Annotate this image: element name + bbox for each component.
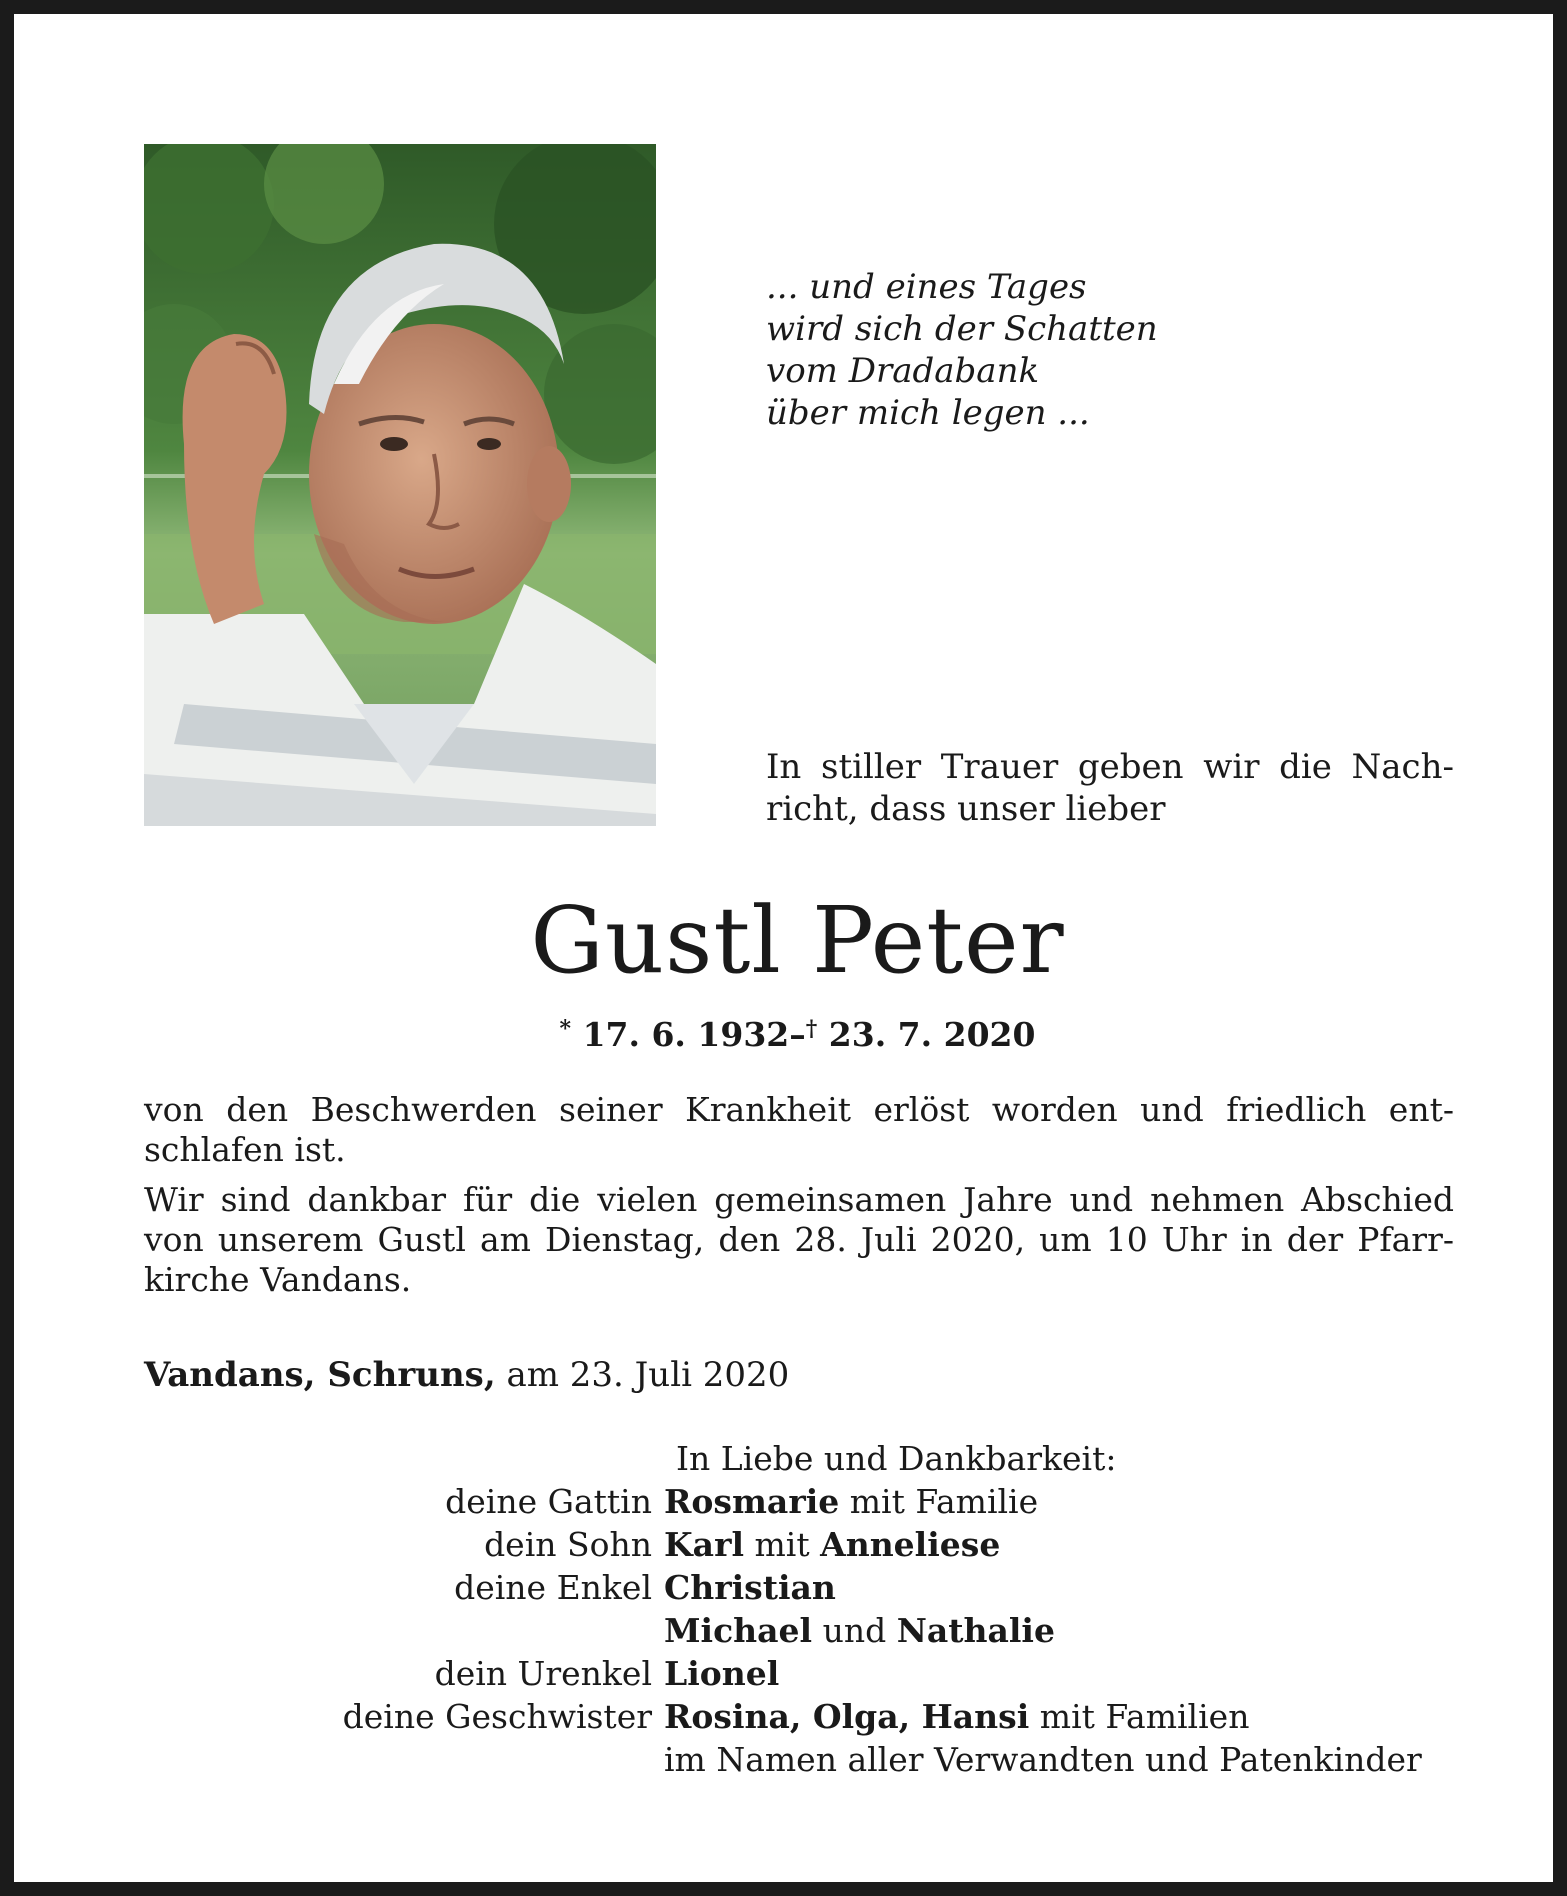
member-name: Michael	[664, 1611, 813, 1650]
body-line: kirche Vandans.	[144, 1260, 412, 1299]
member-name: Karl	[664, 1525, 744, 1564]
relation-label: deine Gattin	[445, 1482, 652, 1521]
member-name: Christian	[664, 1568, 836, 1607]
poem-line: vom Dradabank	[766, 351, 1040, 391]
member-name: Rosina, Olga, Hansi	[664, 1697, 1030, 1736]
place-towns: Vandans, Schruns,	[144, 1355, 496, 1395]
portrait-photo	[144, 144, 656, 826]
family-row	[144, 1738, 1454, 1781]
body-line: von unserem Gustl am Dienstag, den 28. Juli 2020, um 10 Uhr in der Pfarr-	[144, 1220, 1454, 1259]
family-row	[144, 1609, 1454, 1652]
family-row	[144, 1480, 1454, 1523]
family-list	[144, 1437, 1454, 1781]
date-separator: –	[789, 1015, 806, 1054]
relation-label	[144, 1738, 664, 1781]
place-and-date	[144, 1354, 789, 1396]
family-members	[664, 1609, 1454, 1652]
birth-symbol: *	[559, 1016, 572, 1042]
place-date: am 23. Juli 2020	[495, 1355, 790, 1395]
life-dates	[14, 1007, 1567, 1057]
body-line: von den Beschwerden seiner Krankheit erlöst worden und friedlich ent-	[144, 1090, 1454, 1129]
member-name: Anneliese	[820, 1525, 1001, 1564]
intro-text	[766, 746, 1454, 830]
family-members	[664, 1695, 1454, 1738]
intro-line: In stiller Trauer geben wir die Nach-	[766, 747, 1454, 787]
announcement-body	[144, 1090, 1454, 1310]
family-heading: In Liebe und Dankbarkeit:	[676, 1439, 1117, 1478]
family-row	[144, 1523, 1454, 1566]
family-row	[144, 1695, 1454, 1738]
relation-label: dein Sohn	[484, 1525, 652, 1564]
member-name: Nathalie	[896, 1611, 1055, 1650]
member-text: mit	[744, 1525, 821, 1564]
portrait-illustration	[144, 144, 656, 826]
poem-line: über mich legen ...	[766, 393, 1090, 433]
member-text: mit Familien	[1029, 1697, 1250, 1736]
body-line: schlafen ist.	[144, 1130, 346, 1169]
paragraph	[144, 1090, 1454, 1170]
family-members	[664, 1480, 1454, 1523]
body-line: Wir sind dankbar für die vielen gemeinsamen Jahre und nehmen Abschied	[144, 1180, 1454, 1219]
member-name: Rosmarie	[664, 1482, 840, 1521]
relation-label: deine Enkel	[454, 1568, 652, 1607]
poem-line: wird sich der Schatten	[766, 309, 1158, 349]
family-row	[144, 1652, 1454, 1695]
family-members	[664, 1738, 1454, 1781]
death-symbol: †	[805, 1016, 818, 1042]
family-members	[664, 1652, 1454, 1695]
member-text: im Namen aller Verwandten und Patenkinder	[664, 1740, 1422, 1779]
paragraph	[144, 1180, 1454, 1300]
birth-date: 17. 6. 1932	[582, 1015, 790, 1054]
relation-label: deine Geschwister	[342, 1697, 652, 1736]
member-name: Lionel	[664, 1654, 780, 1693]
relation-label: dein Urenkel	[434, 1654, 652, 1693]
intro-line: richt, dass unser lieber	[766, 789, 1166, 829]
family-members	[664, 1566, 1454, 1609]
relation-label	[144, 1609, 664, 1652]
family-row	[144, 1566, 1454, 1609]
poem	[766, 266, 1286, 434]
poem-line: ... und eines Tages	[766, 267, 1087, 307]
deceased-name: Gustl Peter	[530, 887, 1065, 994]
death-date: 23. 7. 2020	[828, 1015, 1036, 1054]
family-members	[664, 1523, 1454, 1566]
member-text: und	[812, 1611, 897, 1650]
member-text: mit Familie	[839, 1482, 1039, 1521]
